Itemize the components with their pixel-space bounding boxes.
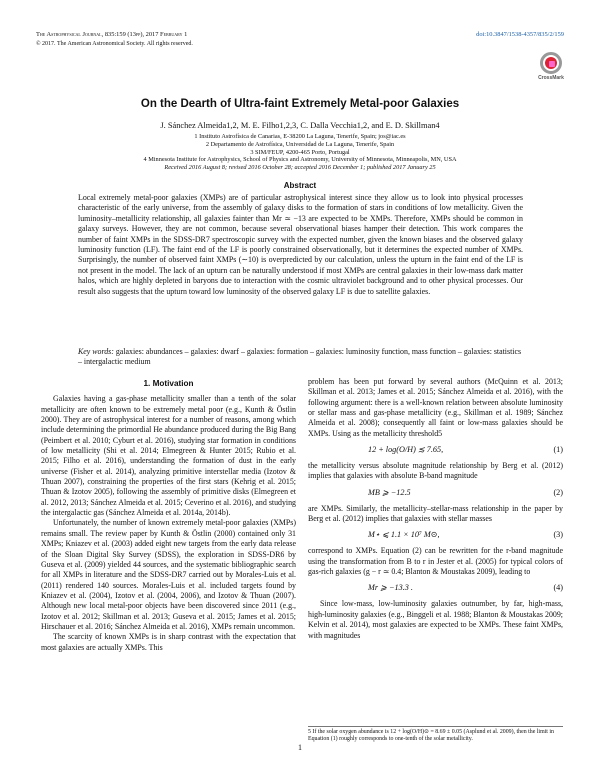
author-list: J. Sánchez Almeida1,2, M. E. Filho1,2,3, C. Dalla Vecchia1,2, and E. D. Skillman4 <box>160 121 440 130</box>
running-head <box>36 31 564 48</box>
copyright-line: © 2017. The American Astronomical Society. All rights reserved. <box>36 40 193 47</box>
equation-number: (1) <box>553 445 563 455</box>
crossmark-button[interactable] <box>538 52 564 81</box>
right-column <box>308 377 563 641</box>
page-number: 1 <box>298 743 302 752</box>
paragraph: problem has been put forward by several authors (McQuinn et al. 2013; Skillman et al. 2013; James et al. 2015; Sánchez Almeida et al. 2016), with the following argument: there is a well-known relation between absolute luminosity or stellar mass and gas-phase metallicity (e.g., Skillman et al. 1989; Sánchez Almeida et al. 2008); consequently all faint or low-mass galaxies should be XMPs. Using as the metallicity threshold5 <box>308 377 563 438</box>
paragraph: Galaxies having a gas-phase metallicity smaller than a tenth of the solar metallicity are often known to be extremely metal poor (e.g., Kunth & Östlin 2000). They are of astrophysical interest for a number of reasons, among which include determining the primordial He abundance produced during the Big Bang (Peimbert et al. 2010; Cyburt et al. 2016), studying star formation in conditions of low metallicity (Shi et al. 2014; Elmegreen & Hunter 2015; Rubio et al. 2015; Filho et al. 2016), understanding the formation of dust in the early universe (Fisher et al. 2014), analyzing primitive interstellar media (Izotov & Thuan 2007), constraining the properties of the first stars (Kehrig et al. 2015; Thuan & Izotov 2005), following the assembly of primitive disks (Elmegreen et al. 2012, 2013; Sánchez Almeida et al. 2015; Ceverino et al. 2016), and studying the intergalactic gas (Sánchez Almeida et al. 2014a, 2014b). <box>41 394 296 518</box>
abstract-heading: Abstract <box>283 181 317 190</box>
paragraph: are XMPs. Similarly, the metallicity–stellar-mass relationship in the paper by Berg et al. (2012) implies that galaxies with stellar masses <box>308 503 563 524</box>
equation-expression: MB ⩾ −12.5 <box>368 487 411 497</box>
paragraph: Unfortunately, the number of known extremely metal-poor galaxies (XMPs) remains small. The review paper by Kunth & Östlin (2000) contained only 31 XMPs; Kniazev et al. (2003) added eight new targets from the early data release of the Sloan Digital Sky Survey (SDSS), the exploration in SDSS-DR6 by Guseva et al. (2009) yielded 44 sources, and the systematic bibliographic search for all XMPs in literature and the SDSS-DR7 carried out by Morales-Luis et al. (2011) rendered 140 sources. Morales-Luis et al. included targets found by Kniazev et al. (2004), Izotov et al. (2004, 2006), and Izotov & Thuan (2007). Although new local metal-poor objects have been discovered since 2011 (e.g., Izotov et al. 2012; Skillman et al. 2013; Guseva et al. 2015; James et al. 2015; Hirschauer et al. 2016; Sánchez Almeida et al. 2016), XMPs remain uncommon. <box>41 518 296 631</box>
footnote: 5 If the solar oxygen abundance is 12 + log(O/H)⊙ = 8.69 ± 0.05 (Asplund et al. 2009), then the limit in Equation (1) roughly corresponds to one-tenth of the solar metallicity. <box>308 726 563 744</box>
abstract-text: Local extremely metal-poor galaxies (XMPs) are of particular astrophysical interest since they allow us to look into physical processes characteristic of the early universe, from the assembly of galaxy disks to the formation of stars in conditions of low metallicity. Given the luminosity–metallicity relationship, all galaxies fainter than Mr ≃ −13 are expected to be XMPs. Therefore, XMPs should be common in galaxy surveys. However, they are not common, because several observational biases hamper their detection. This work compares the number of faint XMPs in the SDSS-DR7 spectroscopic survey with the expected number, given the known biases and the observed galaxy luminosity function (LF). The faint end of the LF is poorly constrained observationally, but it determines the expected number of XMPs. Surprisingly, the number of observed faint XMPs (∼10) is overpredicted by our calculation, unless the upturn in the faint end of the LF is not present in the model. The lack of an upturn can be naturally understood if most XMPs are central galaxies in their low-mass dark matter halos, which are highly depleted in baryons due to interaction with the cosmic ultraviolet background and to other physical processes. Our result also suggests that the upturn toward low luminosity of the observed galaxy LF is due to satellite galaxies. <box>78 193 523 296</box>
equation-expression: 12 + log(O/H) ≲ 7.65, <box>368 445 444 455</box>
left-column <box>41 377 296 653</box>
affiliation-4: 4 Minnesota Institute for Astrophysics, School of Physics and Astronomy, University of Minnesota, Minneapolis, MN, USA <box>143 156 457 164</box>
paragraph: the metallicity versus absolute magnitude relationship by Berg et al. (2012) implies that galaxies with absolute B-band magnitude <box>308 461 563 481</box>
paper-title: On the Dearth of Ultra-faint Extremely Metal-poor Galaxies <box>140 98 460 110</box>
equation-number: (3) <box>553 530 563 540</box>
paragraph: correspond to XMPs. Equation (2) can be rewritten for the r-band magnitude using the transformation from B to r in Jester et al. (2005) for typical colors of gas-rich galaxies (g − r ≃ 0.4; Blanton & Moustakas 2009), leading to <box>308 546 563 577</box>
affiliation-3: 3 SIM/FEUP, 4200-465 Porto, Portugal <box>250 148 350 156</box>
keywords <box>78 347 523 368</box>
crossmark-label: CrossMark <box>538 75 564 81</box>
equation-expression: Mr ⩾ −13.3 . <box>368 583 413 593</box>
equation-3 <box>308 524 563 546</box>
journal-line: The Astrophysical Journal, 835:159 (13pp), 2017 February 1 <box>36 31 188 38</box>
equation-expression: M⋆ ⩽ 1.1 × 10⁷ M⊙, <box>368 530 440 540</box>
equation-number: (2) <box>553 487 563 497</box>
doi-link[interactable]: doi:10.3847/1538-4357/835/2/159 <box>476 31 564 38</box>
equation-2 <box>308 482 563 504</box>
crossmark-icon <box>540 52 562 74</box>
paragraph: Since low-mass, low-luminosity galaxies outnumber, by far, high-mass, high-luminosity galaxies (e.g., Binggeli et al. 1988; Blanton & Moustakas 2009; Kelvin et al. 2014), most galaxies are expected to be XMPs. These faint XMPs, with magnitudes <box>308 599 563 640</box>
equation-1 <box>308 439 563 461</box>
affiliation-2: 2 Departamento de Astrofísica, Universidad de La Laguna, Tenerife, Spain <box>205 140 395 148</box>
equation-number: (4) <box>553 583 563 593</box>
received-dates: Received 2016 August 8; revised 2016 October 28; accepted 2016 December 1; published 2017 January 25 <box>164 164 436 172</box>
affiliations <box>30 133 570 172</box>
keywords-text: galaxies: abundances – galaxies: dwarf – galaxies: formation – galaxies: luminosity function, mass function – galaxies: statistics – intergalactic medium <box>78 347 522 367</box>
keywords-label: Key words: <box>78 347 114 356</box>
section-heading: 1. Motivation <box>143 379 194 388</box>
equation-4 <box>308 577 563 599</box>
paragraph: The scarcity of known XMPs is in sharp contrast with the expectation that most galaxies are actually XMPs. This <box>41 632 296 652</box>
affiliation-1: 1 Instituto Astrofísica de Canarias, E-38200 La Laguna, Tenerife, Spain; jos@iac.es <box>194 133 406 140</box>
